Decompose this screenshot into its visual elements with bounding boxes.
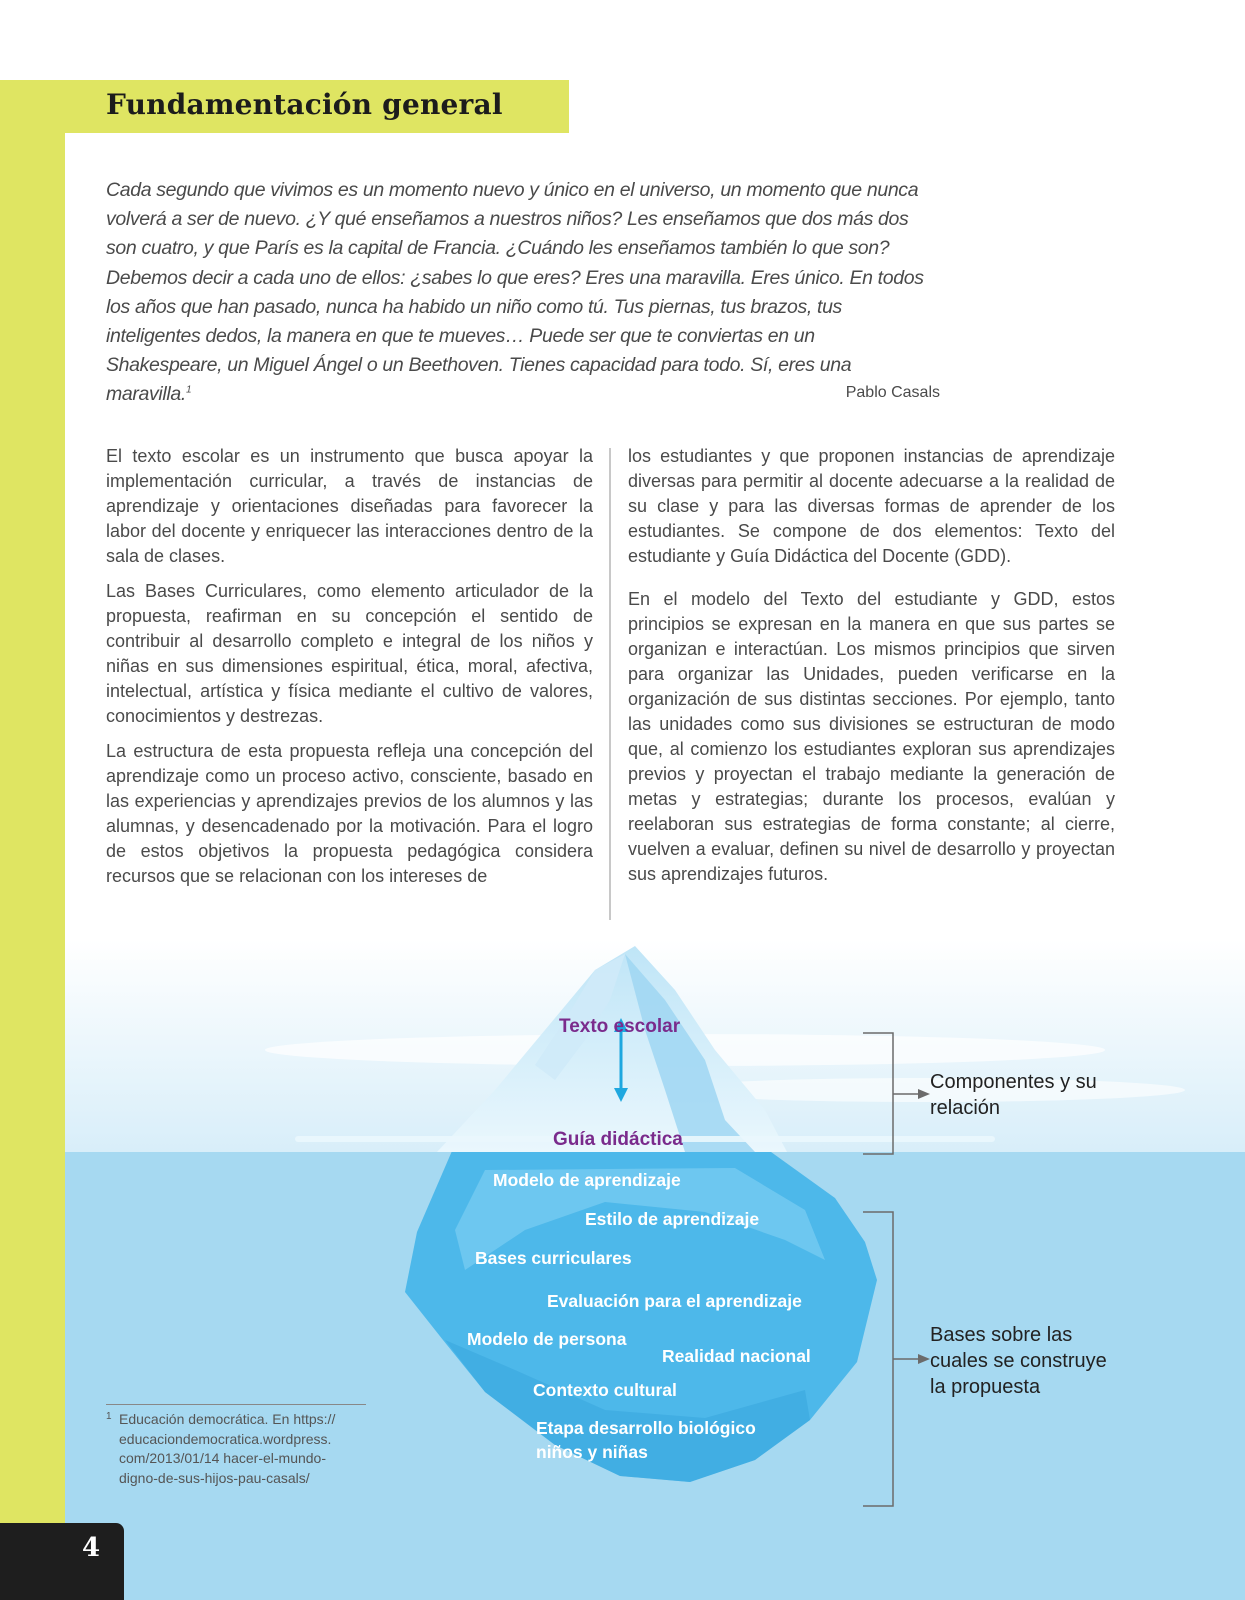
quote-author: Pablo Casals [845, 384, 940, 401]
side-accent-bar [0, 80, 65, 1600]
paragraph: los estudiantes y que proponen instancias de aprendizaje diversas para permitir al docente adecuarse a la realidad de su clase y para las diversas formas de aprender de los estudiantes. Se compone de dos elementos: Texto del estudiante y Guía Didáctica del Docente (GDD). [628, 446, 1115, 566]
page-title: Fundamentación general [106, 88, 503, 121]
paragraph: La estructura de esta propuesta refleja una concepción del aprendizaje como un proceso activo, consciente, basado en las experiencias y aprendizajes previos de los alumnos y las alumnas, y desencadenado por la motivación. Para el logro de estos objetivos la propuesta pedagógica considera recursos que se relacionan con los intereses de [106, 741, 593, 886]
page-number-box [0, 1523, 124, 1600]
footnote-line: digno-de-sus-hijos-pau-casals/ [119, 1469, 310, 1486]
title-band-edge [0, 80, 65, 133]
footnote-line: Educación democrática. En https:// [119, 1411, 336, 1427]
label-line: relación [930, 1097, 1001, 1119]
label-texto-escolar: Texto escolar [559, 1016, 681, 1037]
bracket-label-bases [930, 1322, 1107, 1400]
paragraph: Las Bases Curriculares, como elemento articulador de la propuesta, reafirman en su concepción el sentido de contribuir al desarrollo completo e integral de los niños y niñas en sus dimensiones espiritual, ética, moral, afectiva, intelectual, artística y física mediante el cultivo de valores, conocimientos y destrezas. [106, 581, 593, 726]
label-underwater: Contexto cultural [533, 1380, 677, 1400]
label-underwater: Bases curriculares [475, 1248, 632, 1268]
label-underwater: Etapa desarrollo biológico [536, 1418, 756, 1438]
footnote-line: educaciondemocratica.wordpress. [119, 1430, 332, 1447]
footnote-number: 1 [106, 1411, 112, 1422]
page-number: 4 [82, 1533, 101, 1563]
footnote-line: com/2013/01/14 hacer-el-mundo- [119, 1450, 327, 1466]
footnote-ref: 1 [185, 384, 192, 396]
iceberg-diagram [65, 940, 1245, 1600]
label-line: Bases sobre las [930, 1324, 1073, 1346]
label-underwater: Realidad nacional [662, 1346, 811, 1366]
label-line: cuales se construye [930, 1350, 1107, 1372]
iceberg-illustration [65, 940, 1245, 1600]
column-divider [609, 448, 611, 920]
footnote [106, 1410, 366, 1488]
label-line: la propuesta [930, 1376, 1041, 1398]
label-guia-didactica: Guía didáctica [553, 1129, 683, 1150]
body-column-right [628, 444, 1115, 897]
label-underwater: Modelo de aprendizaje [493, 1170, 681, 1190]
label-underwater: Modelo de persona [467, 1329, 627, 1349]
body-column-left [106, 444, 593, 899]
label-underwater: Evaluación para el aprendizaje [547, 1291, 802, 1311]
paragraph: El texto escolar es un instrumento que busca apoyar la implementación curricular, a través de instancias de aprendizaje y orientaciones diseñadas para favorecer la labor del docente y enriquecer las interacciones dentro de la sala de clases. [106, 446, 593, 566]
label-underwater: Estilo de aprendizaje [585, 1209, 760, 1229]
label-line: Componentes y su [930, 1071, 1097, 1093]
epigraph-quote [106, 176, 926, 410]
label-underwater: niños y niñas [536, 1442, 648, 1462]
paragraph: En el modelo del Texto del estudiante y GDD, estos principios se expresan en la manera en que sus partes se organizan e interactúan. Los mismos principios que sirven para organizar las Unidades, pueden verificarse en la organización de sus distintas secciones. Por ejemplo, tanto las unidades como sus divisiones se estructuran de modo que, al comienzo los estudiantes exploran sus aprendizajes previos y proyectan el trabajo mediante la generación de metas y estrategias; durante los procesos, evalúan y reelaboran sus estrategias de forma constante; al cierre, vuelven a evaluar, definen su nivel de desarrollo y proyectan sus aprendizajes futuros. [628, 589, 1115, 884]
quote-text: Cada segundo que vivimos es un momento nuevo y único en el universo, un momento que nunca volverá a ser de nuevo. ¿Y qué enseñamos a nuestros niños? Les enseñamos que dos más dos son cuatro, y que París es la capital de Francia. ¿Cuándo les enseñamos también lo que son? Debemos decir a cada uno de ellos: ¿sabes lo que eres? Eres una maravilla. Eres único. En todos los años que han pasado, nunca ha habido un niño como tú. Tus piernas, tus brazos, tus inteligentes dedos, la manera en que te mueves… Puede ser que te conviertas en un Shakespeare, un Miguel Ángel o un Beethoven. Tienes capacidad para todo. Sí, eres una maravilla. [106, 179, 924, 406]
bracket-label-components [930, 1069, 1097, 1121]
footnote-rule [106, 1404, 366, 1405]
